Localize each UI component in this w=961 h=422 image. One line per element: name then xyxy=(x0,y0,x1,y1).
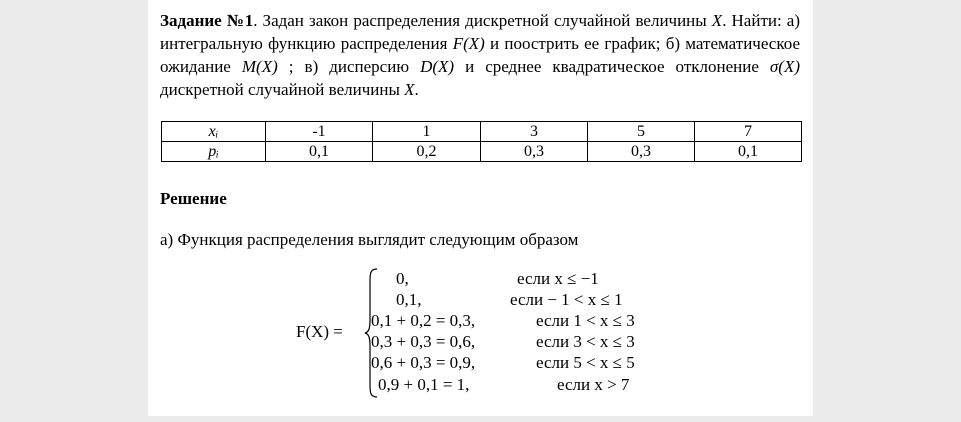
case-cond: если 1 < x ≤ 3 xyxy=(536,311,635,330)
case-expr: 0, xyxy=(396,269,409,288)
solution-paragraph-a: а) Функция распределения выглядит следующим образом xyxy=(160,230,579,249)
var-x: X xyxy=(711,11,723,30)
table-row-x xyxy=(162,122,802,142)
p-value: 0,1 xyxy=(695,142,802,162)
x-value: 5 xyxy=(588,122,695,142)
task-text: и среднее квадратическое отклонение xyxy=(454,57,770,76)
bottom-margin xyxy=(0,416,961,422)
left-margin xyxy=(0,0,148,422)
case-cond: если x > 7 xyxy=(557,375,630,394)
task-statement xyxy=(160,9,800,101)
x-value: 7 xyxy=(695,122,802,142)
case-expr: 0,6 + 0,3 = 0,9, xyxy=(371,353,476,372)
fx-label: F(X) = xyxy=(296,322,343,341)
case-expr: 0,1 + 0,2 = 0,3, xyxy=(371,311,476,330)
p-value: 0,1 xyxy=(266,142,373,162)
case-expr: 0,1, xyxy=(396,290,422,309)
task-text: . Найти: а) интегральную функцию распределения xyxy=(160,11,800,53)
row-label-x: xᵢ xyxy=(162,122,266,142)
case-cond: если 3 < x ≤ 3 xyxy=(536,332,635,351)
func-dx: D(X) xyxy=(420,57,455,76)
func-fx: F(X) xyxy=(452,34,485,53)
case-expr: 0,3 + 0,3 = 0,6, xyxy=(371,332,476,351)
solution-heading: Решение xyxy=(160,189,227,208)
func-sigma: σ(X) xyxy=(769,57,800,76)
x-value: -1 xyxy=(266,122,373,142)
case-cond: если 5 < x ≤ 5 xyxy=(536,353,635,372)
p-value: 0,3 xyxy=(481,142,588,162)
func-mx: M(X) xyxy=(241,57,278,76)
p-value: 0,2 xyxy=(373,142,481,162)
case-cond: если x ≤ −1 xyxy=(517,269,599,288)
x-value: 1 xyxy=(373,122,481,142)
task-text: . xyxy=(414,80,419,99)
task-text: дискретной случайной величины xyxy=(160,80,405,99)
p-value: 0,3 xyxy=(588,142,695,162)
task-text: и поострить ее график; б) математическое ожидание xyxy=(160,34,801,76)
case-expr: 0,9 + 0,1 = 1, xyxy=(378,375,470,394)
document-sheet xyxy=(148,0,813,416)
task-title: Задание №1 xyxy=(160,11,254,30)
x-value: 3 xyxy=(481,122,588,142)
task-text: . Задан закон распределения дискретной случайной величины xyxy=(253,11,712,30)
row-label-p: pᵢ xyxy=(162,142,266,162)
distribution-table xyxy=(161,121,802,162)
task-text: ; в) дисперсию xyxy=(277,57,421,76)
right-margin xyxy=(813,0,961,422)
table-row-p xyxy=(162,142,802,162)
var-x: X xyxy=(404,80,415,99)
case-cond: если − 1 < x ≤ 1 xyxy=(510,290,623,309)
